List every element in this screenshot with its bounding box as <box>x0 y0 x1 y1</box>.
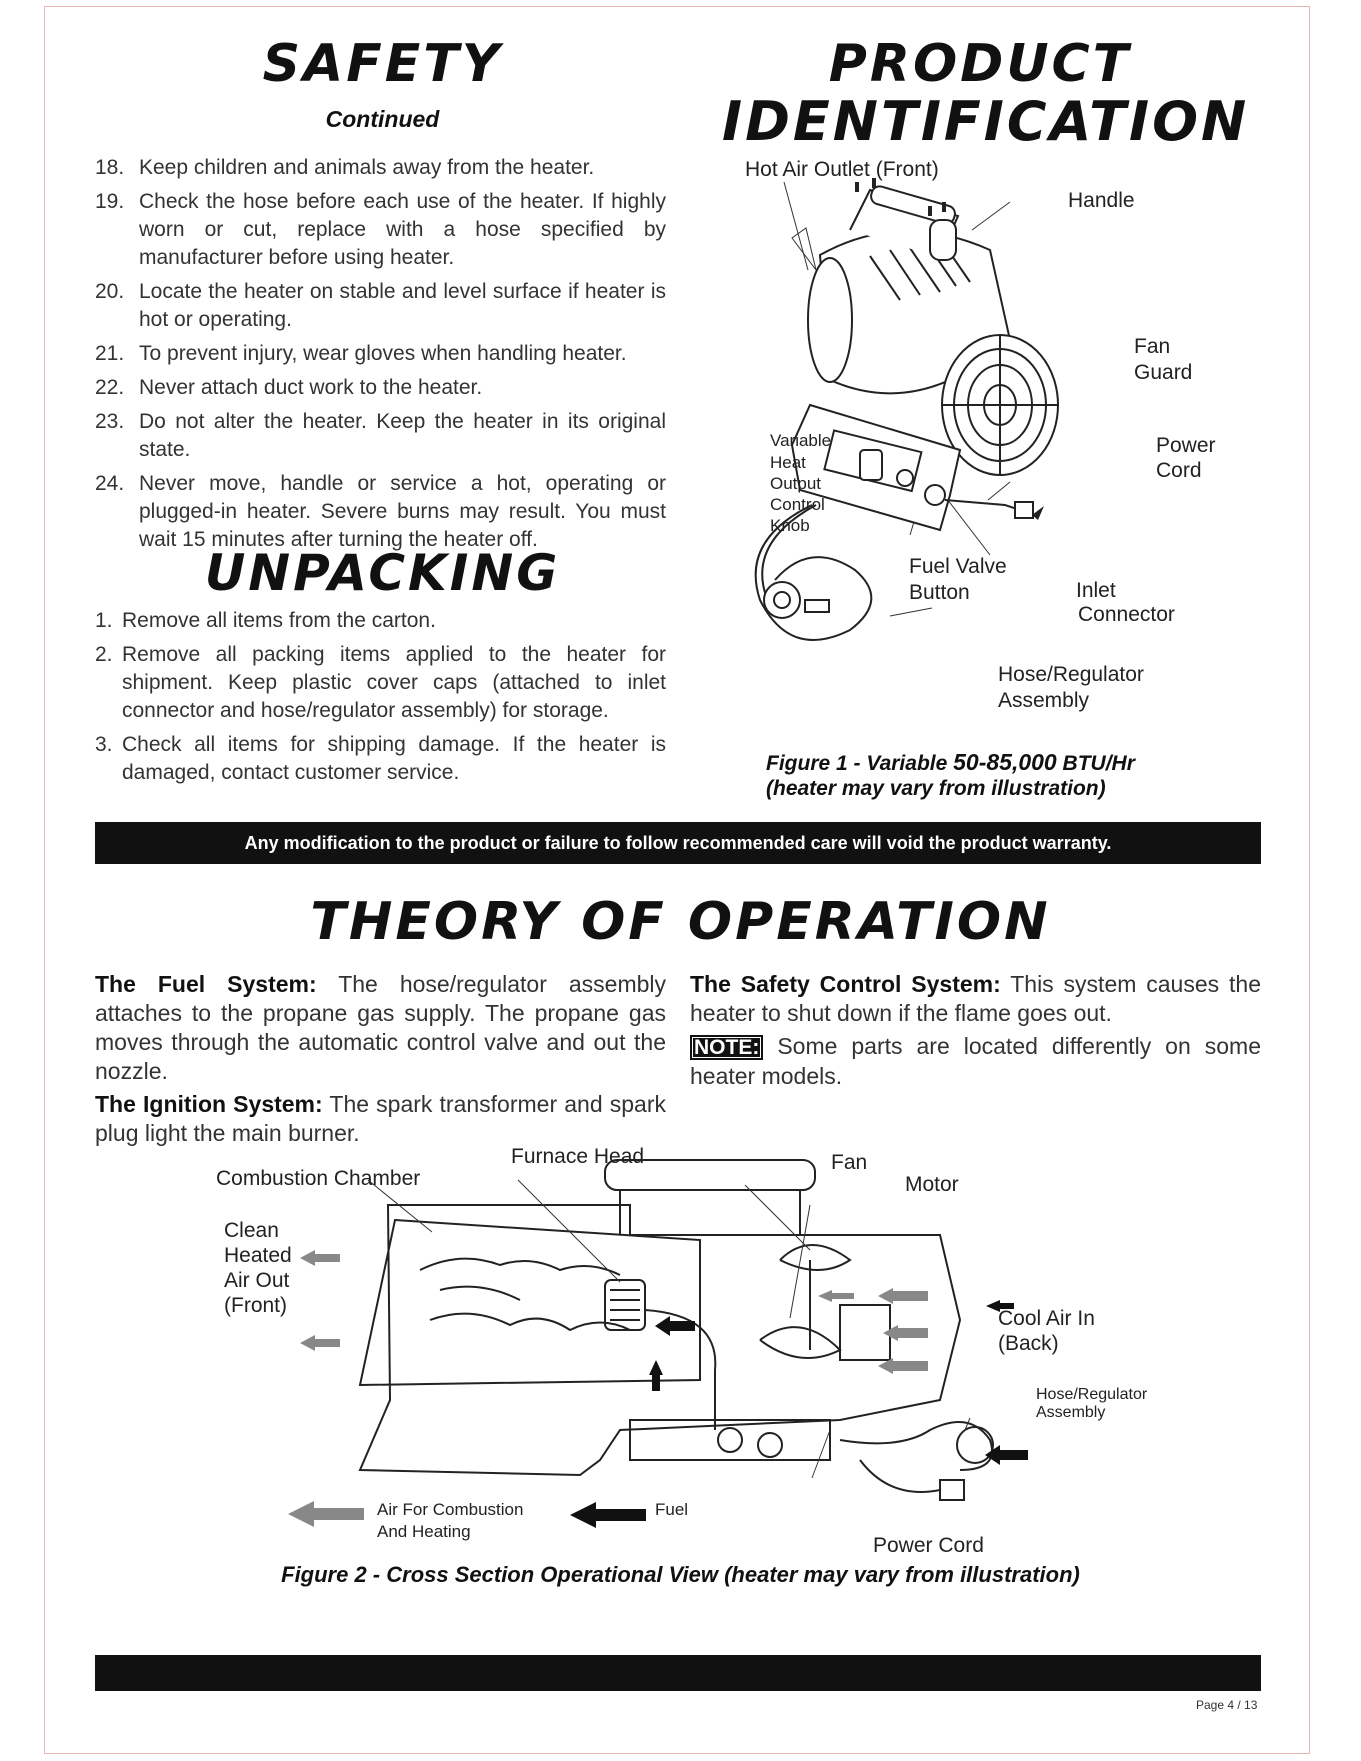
figure1-caption-line2: (heater may vary from illustration) <box>766 777 1106 800</box>
inlet-connector-label-1: Inlet <box>1076 579 1116 602</box>
legend-fuel-label: Fuel <box>655 1500 689 1519</box>
heat-knob-label-3: Output <box>770 474 822 493</box>
figure2-caption: Figure 2 - Cross Section Operational View (heater may vary from illustration) <box>281 1562 1080 1587</box>
list-item: 19. Check the hose before each use of the heater. If highly worn or cut, replace with a hose specified by manufacturer before using heater. <box>95 190 666 269</box>
list-item: 20. Locate the heater on stable and level surface if heater is hot or operating. <box>95 280 666 331</box>
power-cord-label-1: Power <box>1156 434 1216 457</box>
fuel-valve-label-2: Button <box>909 581 970 604</box>
list-item: 22. Never attach duct work to the heater. <box>95 376 483 399</box>
ignition-system-paragraph: The Ignition System: The spark transformer and spark plug light the main burner. <box>95 1091 666 1146</box>
theory-right-column <box>690 970 1261 1095</box>
hose-assembly-label-2: Assembly <box>998 689 1090 712</box>
unpacking-list <box>95 607 666 793</box>
clean-air-label-4: (Front) <box>224 1294 287 1317</box>
legend-air-arrow-icon <box>288 1501 364 1527</box>
fan-label: Fan <box>831 1151 868 1174</box>
product-title-line1: PRODUCT <box>828 34 1132 94</box>
unpacking-title: UNPACKING <box>204 544 561 602</box>
clean-air-label-1: Clean <box>224 1219 279 1242</box>
list-item: 23. Do not alter the heater. Keep the heater in its original state. <box>95 410 666 461</box>
power-cord-label-2: Cord <box>1156 459 1202 482</box>
legend-fuel-arrow-icon <box>570 1502 646 1528</box>
list-item: 1. Remove all items from the carton. <box>95 609 436 632</box>
heat-knob-label-2: Heat <box>770 453 806 472</box>
figure1-caption: Figure 1 - Variable 50-85,000 BTU/Hr <box>766 749 1135 775</box>
safety-title: SAFETY <box>262 34 503 94</box>
note-badge: NOTE: <box>690 1035 763 1060</box>
fig2-power-cord-label: Power Cord <box>873 1534 984 1557</box>
warranty-warning-bar: Any modification to the product or failure to follow recommended care will void the product warranty. <box>95 822 1261 864</box>
list-item: 24. Never move, handle or service a hot, operating or plugged-in heater. Severe burns may result. You must wait 15 minutes after turning the heater off. <box>95 472 666 551</box>
footer-bar <box>95 1655 1261 1691</box>
legend-air-label-2: And Heating <box>377 1522 471 1541</box>
handle-label: Handle <box>1068 189 1135 212</box>
fan-guard-label-1: Fan <box>1134 335 1171 358</box>
page-number: Page 4 / 13 <box>1196 1698 1258 1712</box>
fuel-system-paragraph: The Fuel System: The hose/regulator assembly attaches to the propane gas supply. The propane gas moves through the automatic control valve and out the nozzle. <box>95 971 667 1084</box>
clean-air-label-3: Air Out <box>224 1269 290 1292</box>
fuel-valve-label-1: Fuel Valve <box>909 555 1007 578</box>
furnace-head-label: Furnace Head <box>511 1145 645 1168</box>
safety-list <box>95 154 666 560</box>
cool-air-label-1: Cool Air In <box>998 1307 1095 1330</box>
safety-subtitle: Continued <box>325 106 440 132</box>
combustion-chamber-label: Combustion Chamber <box>216 1167 421 1190</box>
product-title-line2: IDENTIFICATION <box>722 90 1250 153</box>
note-paragraph: NOTE: Some parts are located differently on some heater models. <box>690 1033 1261 1089</box>
theory-left-column <box>95 970 666 1152</box>
hot-air-outlet-label: Hot Air Outlet (Front) <box>745 158 939 181</box>
fan-guard-label-2: Guard <box>1134 361 1193 384</box>
fig2-hose-label-1: Hose/Regulator <box>1036 1386 1148 1403</box>
motor-label: Motor <box>905 1173 959 1196</box>
clean-air-label-2: Heated <box>224 1244 292 1267</box>
fig2-hose-label-2: Assembly <box>1036 1404 1106 1421</box>
theory-title: THEORY OF OPERATION <box>310 892 1051 952</box>
inlet-connector-label-2: Connector <box>1078 603 1175 626</box>
list-item: 3. Check all items for shipping damage. If the heater is damaged, contact customer service. <box>95 733 666 784</box>
heat-knob-label-1: Variable <box>770 431 832 450</box>
hose-assembly-label-1: Hose/Regulator <box>998 663 1144 686</box>
list-item: 18. Keep children and animals away from the heater. <box>95 156 595 179</box>
list-item: 2. Remove all packing items applied to the heater for shipment. Keep plastic cover caps (attached to inlet connector and hose/regulator assembly) for storage. <box>95 643 666 722</box>
heat-knob-label-5: Knob <box>770 516 810 535</box>
cool-air-label-2: (Back) <box>998 1332 1059 1355</box>
safety-control-paragraph: The Safety Control System: This system causes the heater to shut down if the flame goes out. <box>690 971 1261 1026</box>
heat-knob-label-4: Control <box>770 495 825 514</box>
list-item: 21. To prevent injury, wear gloves when handling heater. <box>95 342 627 365</box>
legend-air-label-1: Air For Combustion <box>377 1500 524 1519</box>
